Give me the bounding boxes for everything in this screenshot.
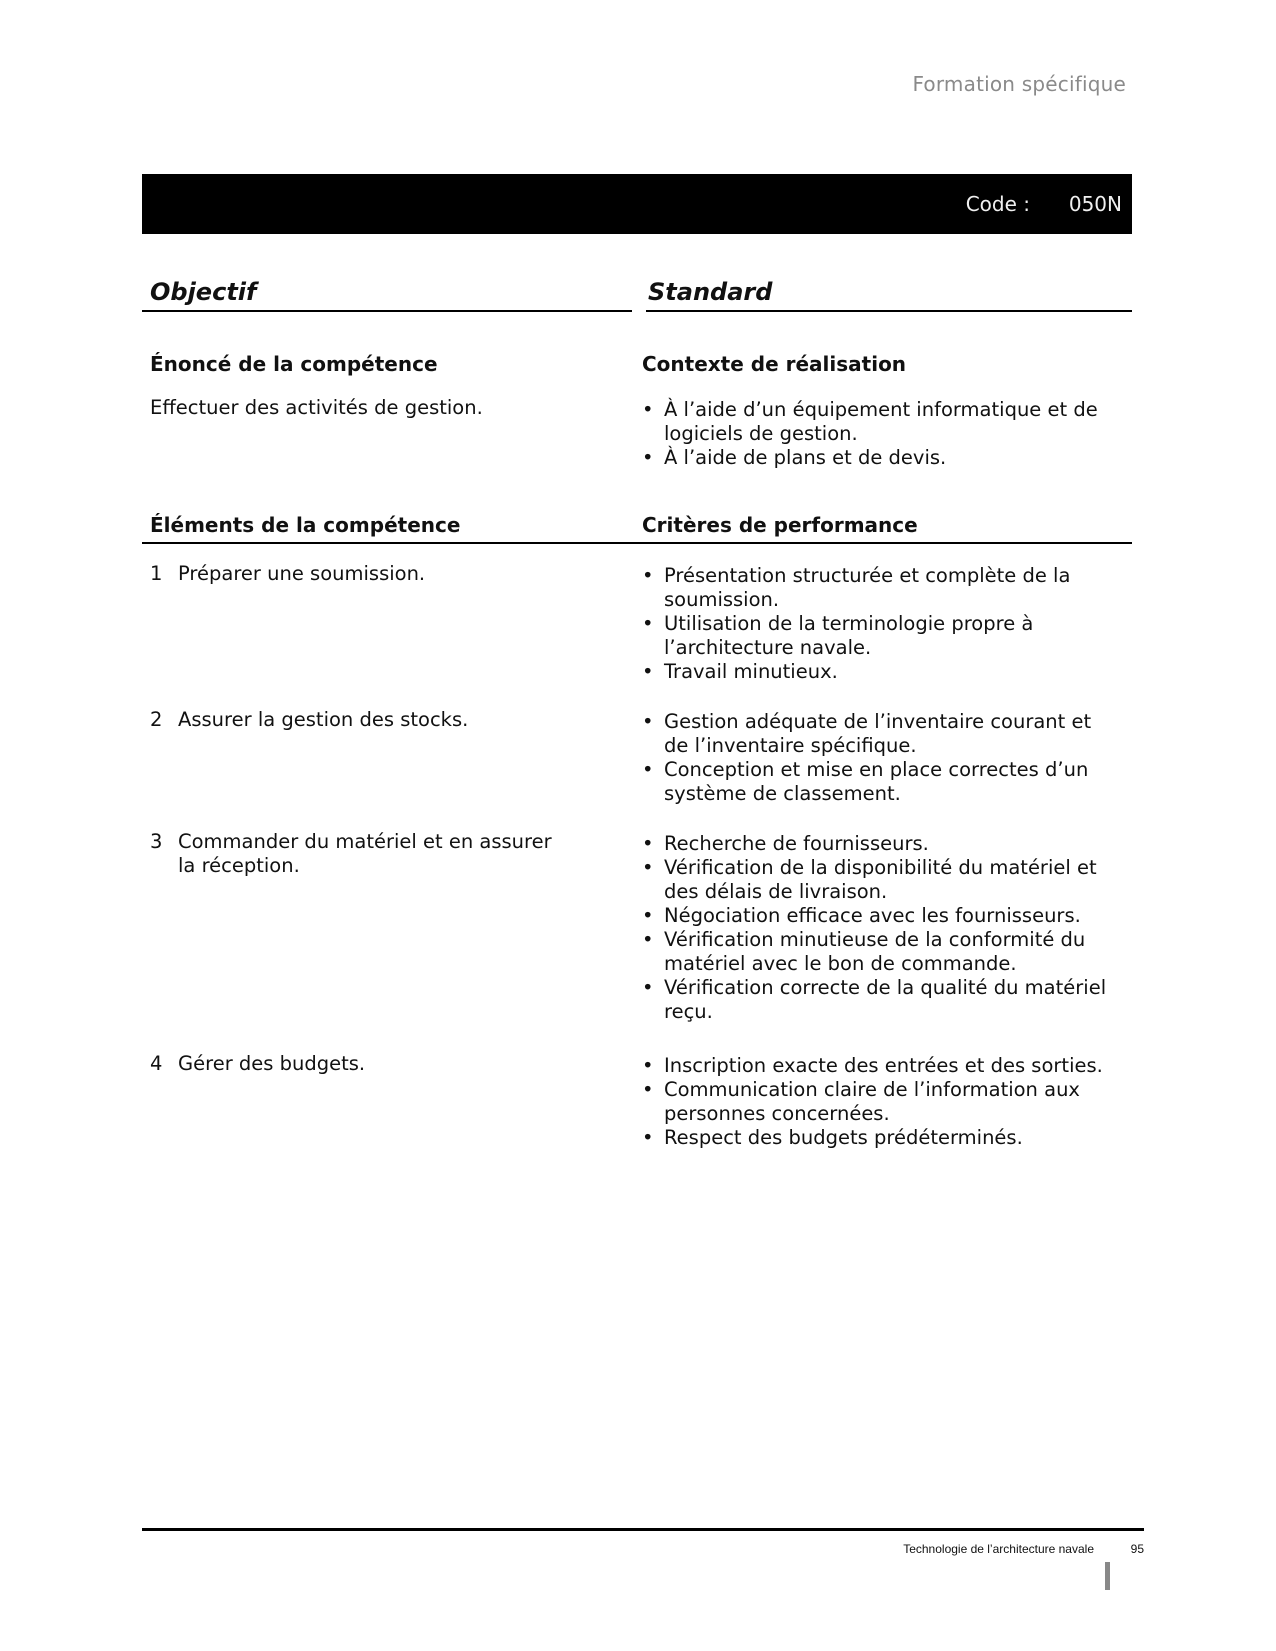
element-text: Gérer des budgets. <box>178 1052 366 1075</box>
divider <box>142 542 1132 544</box>
column-heading-objectif: Objectif <box>150 278 257 306</box>
enonce-title: Énoncé de la compétence <box>150 352 438 376</box>
code-value: 050N <box>1068 192 1122 216</box>
element-number: 1 <box>150 562 163 585</box>
element-number: 3 <box>150 830 163 853</box>
list-item: • Conception et mise en place correctes d’un système de classement. <box>642 758 1112 806</box>
code-label: Code : <box>965 192 1030 216</box>
running-header: Formation spécifique <box>912 72 1126 96</box>
criteres-list-3 <box>642 832 1112 1024</box>
divider <box>646 310 1132 312</box>
page-number: 95 <box>1130 1542 1144 1556</box>
list-item: • Négociation efficace avec les fournisseurs. <box>642 904 1112 928</box>
element-text: Commander du matériel et en assurer la réception. <box>178 830 552 877</box>
element-text: Préparer une soumission. <box>178 562 426 585</box>
criteres-list-1 <box>642 564 1112 684</box>
list-item: • Utilisation de la terminologie propre à l’architecture navale. <box>642 612 1112 660</box>
criteres-list-2 <box>642 710 1112 806</box>
list-item: • Vérification de la disponibilité du matériel et des délais de livraison. <box>642 856 1112 904</box>
list-item: • À l’aide de plans et de devis. <box>642 446 1112 470</box>
contexte-list <box>642 398 1112 470</box>
contexte-title: Contexte de réalisation <box>642 352 907 376</box>
element-text: Assurer la gestion des stocks. <box>178 708 469 731</box>
list-item: • Vérification minutieuse de la conformité du matériel avec le bon de commande. <box>642 928 1112 976</box>
elements-title: Éléments de la compétence <box>150 513 461 537</box>
list-item: • Gestion adéquate de l’inventaire courant et de l’inventaire spécifique. <box>642 710 1112 758</box>
element-number: 2 <box>150 708 163 731</box>
list-item: • Inscription exacte des entrées et des sorties. <box>642 1054 1112 1078</box>
code-bar <box>142 174 1132 234</box>
list-item: • Vérification correcte de la qualité du matériel reçu. <box>642 976 1112 1024</box>
footer-title: Technologie de l’architecture navale <box>903 1542 1094 1556</box>
element-item-1 <box>150 562 570 586</box>
footer-mark <box>1105 1562 1110 1590</box>
list-item: • Présentation structurée et complète de la soumission. <box>642 564 1112 612</box>
footer-divider <box>142 1528 1144 1531</box>
element-item-4 <box>150 1052 570 1076</box>
element-number: 4 <box>150 1052 163 1075</box>
list-item: • Respect des budgets prédéterminés. <box>642 1126 1112 1150</box>
element-item-2 <box>150 708 570 732</box>
criteres-title: Critères de performance <box>642 513 918 537</box>
list-item: • Communication claire de l’information aux personnes concernées. <box>642 1078 1112 1126</box>
criteres-list-4 <box>642 1054 1112 1150</box>
element-item-3 <box>150 830 570 878</box>
list-item: • Travail minutieux. <box>642 660 1112 684</box>
list-item: • À l’aide d’un équipement informatique et de logiciels de gestion. <box>642 398 1112 446</box>
divider <box>142 310 632 312</box>
list-item: • Recherche de fournisseurs. <box>642 832 1112 856</box>
column-heading-standard: Standard <box>648 278 773 306</box>
enonce-text: Effectuer des activités de gestion. <box>150 396 483 419</box>
